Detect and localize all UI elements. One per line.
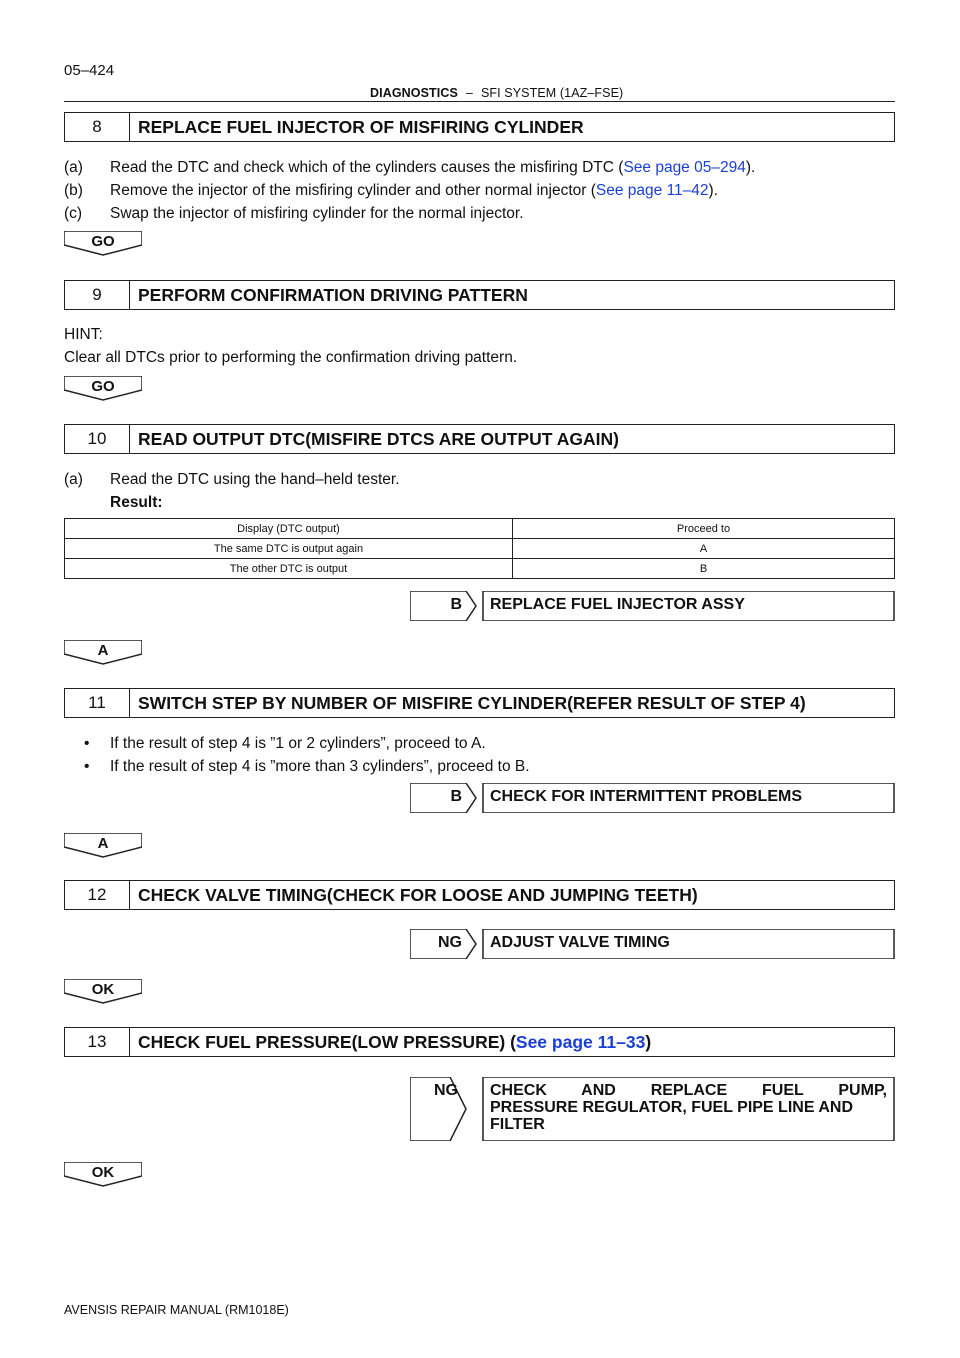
step-13-box bbox=[64, 1027, 895, 1057]
branch-text: REPLACE FUEL INJECTOR ASSY bbox=[490, 596, 745, 613]
table-row bbox=[65, 539, 895, 559]
step-12-box bbox=[64, 880, 895, 910]
result-table bbox=[64, 518, 895, 579]
table-header-row bbox=[65, 519, 895, 539]
table-cell: B bbox=[513, 559, 895, 579]
step-title: READ OUTPUT DTC(MISFIRE DTCS ARE OUTPUT AGAIN) bbox=[138, 428, 619, 449]
see-page-link[interactable]: See page 05–294 bbox=[623, 159, 746, 176]
step-11-box bbox=[64, 688, 895, 718]
step-8-item-a: (a) Read the DTC and check which of the cylinders causes the misfiring DTC (See page 05–294). bbox=[64, 159, 756, 176]
branch-text: CHECK AND REPLACE FUEL PUMP, PRESSURE REGULATOR, FUEL PIPE LINE AND FILTER bbox=[490, 1082, 887, 1133]
table-cell: The other DTC is output bbox=[65, 559, 513, 579]
see-page-link[interactable]: See page 11–42 bbox=[595, 182, 709, 199]
header-rule bbox=[64, 101, 895, 102]
branch-ng-valve-timing bbox=[410, 929, 895, 959]
header-separator: – bbox=[465, 86, 473, 100]
step-title: SWITCH STEP BY NUMBER OF MISFIRE CYLINDER(REFER RESULT OF STEP 4) bbox=[138, 692, 806, 713]
branch-b-replace-injector bbox=[410, 591, 895, 621]
go-tag: GO bbox=[64, 376, 142, 402]
branch-label: B bbox=[450, 596, 462, 613]
table-cell: A bbox=[513, 539, 895, 559]
see-page-link[interactable]: See page 11–33 bbox=[515, 1031, 646, 1052]
step-number: 8 bbox=[65, 113, 130, 141]
step-10-box bbox=[64, 424, 895, 454]
a-tag: A bbox=[64, 640, 142, 666]
step-10-item-a: (a) Read the DTC using the hand–held tester. bbox=[64, 471, 400, 488]
step-number: 12 bbox=[65, 881, 130, 909]
branch-text: ADJUST VALVE TIMING bbox=[490, 934, 670, 951]
step-number: 13 bbox=[65, 1028, 130, 1056]
result-label: Result: bbox=[110, 494, 163, 511]
branch-label: NG bbox=[434, 1082, 458, 1099]
table-header-cell: Display (DTC output) bbox=[65, 519, 513, 539]
go-tag: GO bbox=[64, 231, 142, 257]
step-number: 9 bbox=[65, 281, 130, 309]
hint-text: Clear all DTCs prior to performing the confirmation driving pattern. bbox=[64, 349, 518, 366]
bullet-item: • If the result of step 4 is ”1 or 2 cylinders”, proceed to A. bbox=[84, 735, 486, 752]
page-number: 05–424 bbox=[64, 62, 115, 79]
ok-tag: OK bbox=[64, 1162, 142, 1188]
footer: AVENSIS REPAIR MANUAL (RM1018E) bbox=[64, 1303, 289, 1317]
branch-b-intermittent bbox=[410, 783, 895, 813]
table-cell: The same DTC is output again bbox=[65, 539, 513, 559]
table-header-cell: Proceed to bbox=[513, 519, 895, 539]
running-header bbox=[370, 86, 623, 100]
step-number: 11 bbox=[65, 689, 130, 717]
branch-text: CHECK FOR INTERMITTENT PROBLEMS bbox=[490, 788, 802, 805]
branch-ng-fuel-pump bbox=[410, 1077, 895, 1141]
step-8-item-c: (c) Swap the injector of misfiring cylinder for the normal injector. bbox=[64, 205, 524, 222]
header-section: DIAGNOSTICS bbox=[370, 86, 458, 100]
a-tag: A bbox=[64, 833, 142, 859]
bullet-item: • If the result of step 4 is ”more than 3 cylinders”, proceed to B. bbox=[84, 758, 530, 775]
ok-tag: OK bbox=[64, 979, 142, 1005]
step-8-item-b: (b) Remove the injector of the misfiring cylinder and other normal injector (See page 11–42). bbox=[64, 182, 718, 199]
step-9-box bbox=[64, 280, 895, 310]
step-title: CHECK VALVE TIMING(CHECK FOR LOOSE AND JUMPING TEETH) bbox=[138, 884, 698, 905]
header-system: SFI SYSTEM (1AZ–FSE) bbox=[480, 86, 624, 100]
hint-label: HINT: bbox=[64, 326, 103, 343]
step-title: PERFORM CONFIRMATION DRIVING PATTERN bbox=[138, 284, 528, 305]
step-title: REPLACE FUEL INJECTOR OF MISFIRING CYLINDER bbox=[138, 116, 584, 137]
step-title: CHECK FUEL PRESSURE(LOW PRESSURE) (See page 11–33) bbox=[138, 1031, 652, 1052]
branch-label: B bbox=[450, 788, 462, 805]
table-row bbox=[65, 559, 895, 579]
branch-label: NG bbox=[438, 934, 462, 951]
step-8-box bbox=[64, 112, 895, 142]
step-number: 10 bbox=[65, 425, 130, 453]
